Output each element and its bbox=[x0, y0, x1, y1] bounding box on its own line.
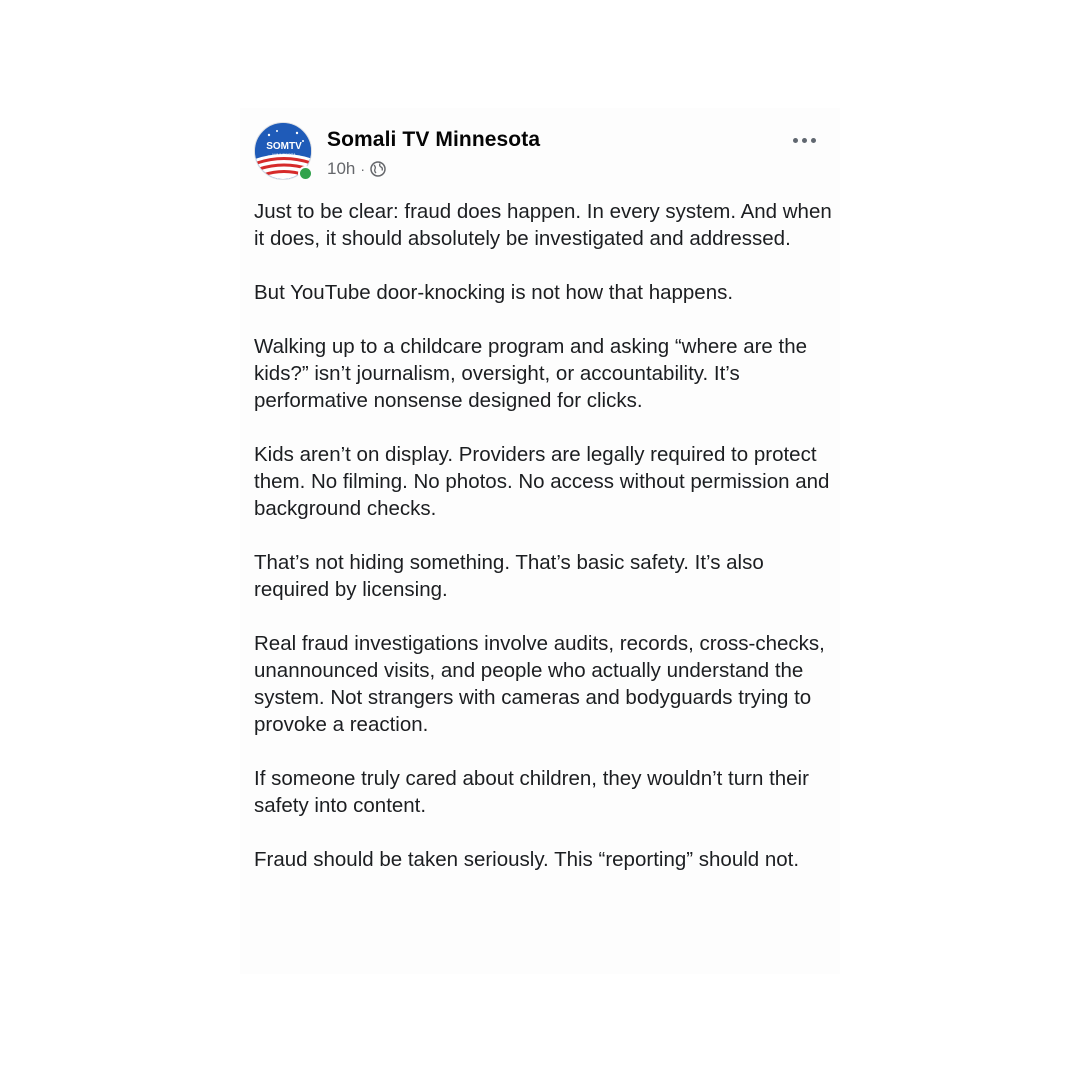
post-time[interactable]: 10h bbox=[327, 159, 356, 178]
page-name[interactable]: Somali TV Minnesota bbox=[327, 128, 541, 151]
avatar-logo-subtext: MINNESOTA bbox=[272, 152, 296, 157]
online-status-dot bbox=[298, 166, 313, 181]
post-paragraph: Walking up to a childcare program and asking “where are the kids?” isn’t journalism, oversight, or accountability. It’s performative nonsense designed for clicks. bbox=[254, 335, 808, 412]
post-paragraph: But YouTube door-knocking is not how that happens. bbox=[254, 281, 734, 304]
post-paragraph: If someone truly cared about children, they wouldn’t turn their safety into content. bbox=[254, 767, 809, 817]
post-meta bbox=[327, 159, 386, 179]
post-paragraph: Just to be clear: fraud does happen. In every system. And when it does, it should absolutely be investigated and addressed. bbox=[254, 200, 832, 250]
post-paragraph: That’s not hiding something. That’s basic safety. It’s also required by licensing. bbox=[254, 551, 764, 601]
post-paragraph: Kids aren’t on display. Providers are legally required to protect them. No filming. No photos. No access without permission and background checks. bbox=[254, 443, 830, 520]
post-paragraph: Fraud should be taken seriously. This “reporting” should not. bbox=[254, 848, 800, 871]
meta-separator: · bbox=[360, 161, 366, 177]
more-horizontal-icon[interactable] bbox=[788, 130, 820, 150]
post-card bbox=[240, 108, 840, 974]
globe-icon[interactable] bbox=[370, 161, 386, 177]
post-text bbox=[254, 198, 832, 900]
post-paragraph: Real fraud investigations involve audits, records, cross-checks, unannounced visits, and people who actually understand the system. Not strangers with cameras and bodyguards trying to provoke a reaction. bbox=[254, 632, 825, 736]
avatar-logo-text: SOMTV bbox=[266, 141, 302, 152]
post-header bbox=[254, 122, 826, 186]
